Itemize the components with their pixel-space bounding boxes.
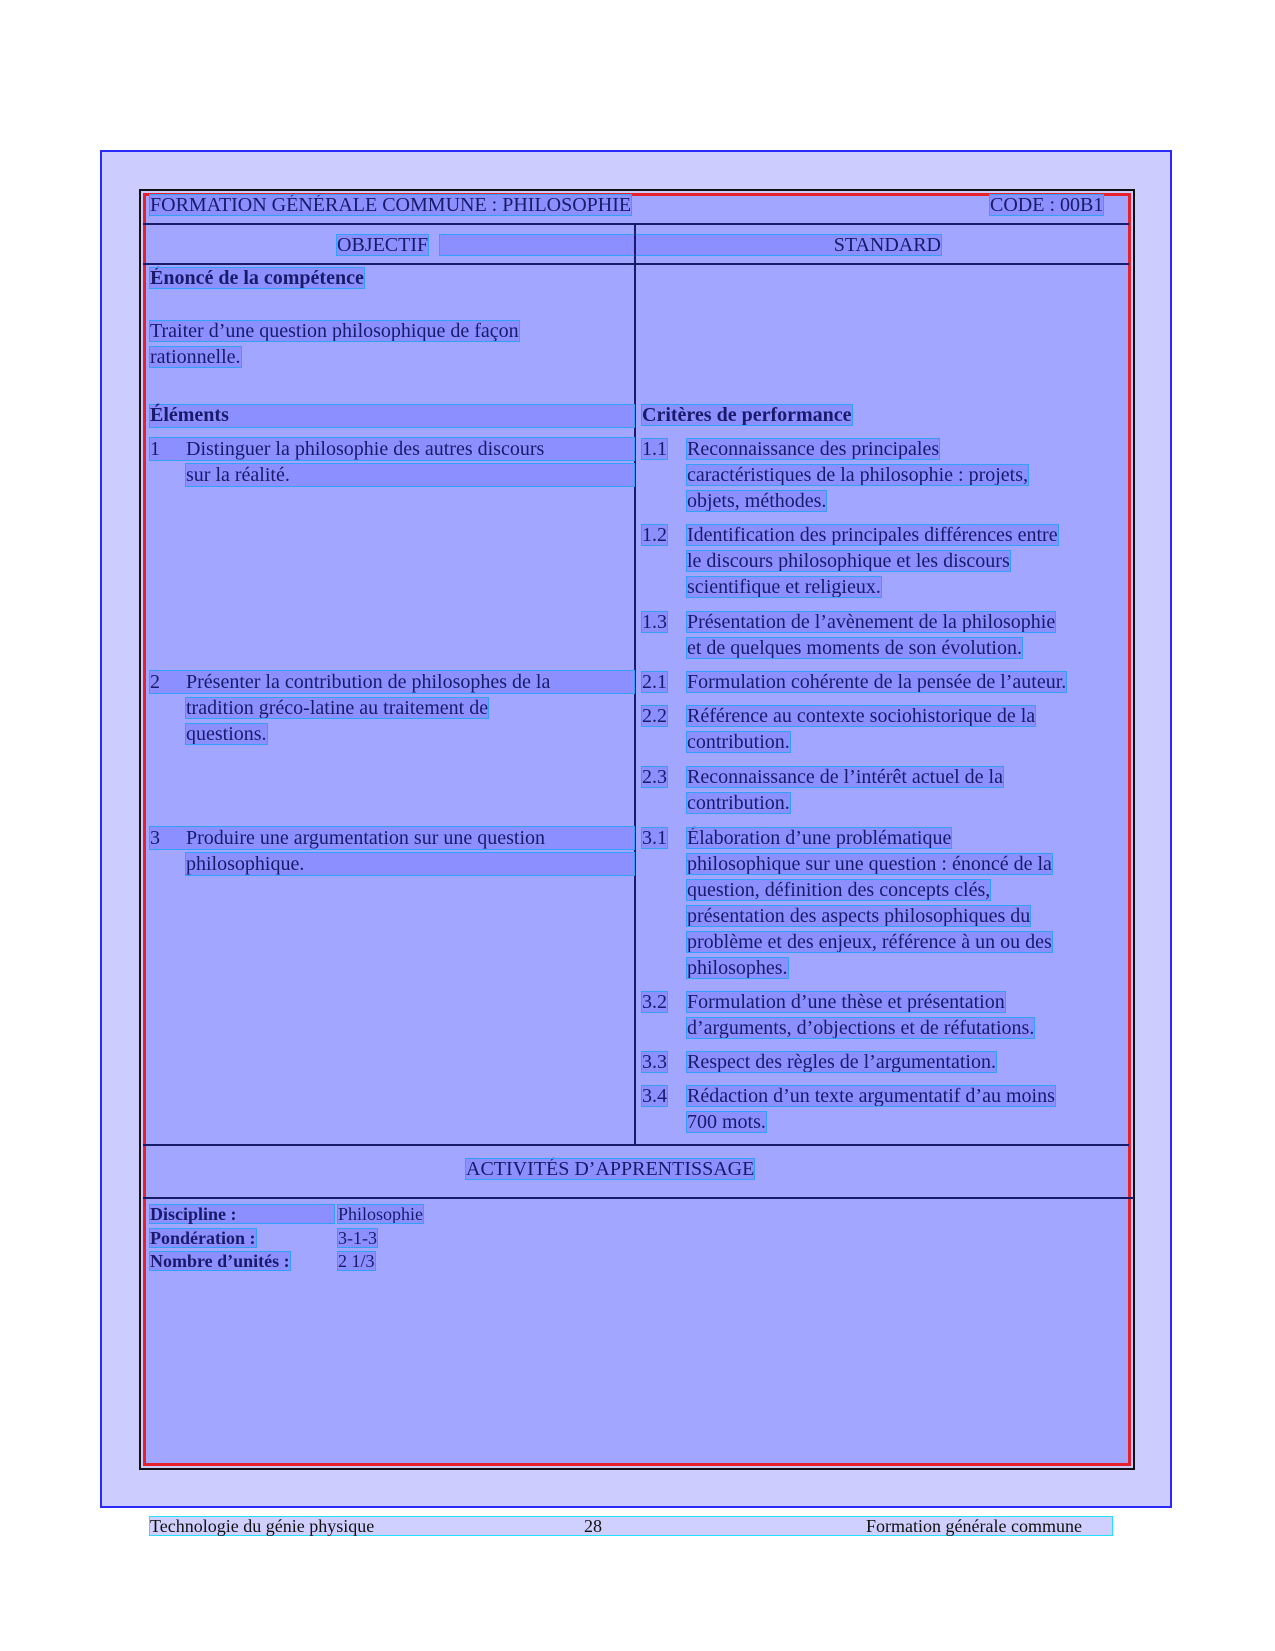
criterion-2-2-number: 2.2	[642, 705, 667, 727]
form-code: CODE : 00B1	[990, 194, 1104, 216]
form-title: FORMATION GÉNÉRALE COMMUNE : PHILOSOPHIE	[150, 194, 632, 216]
footer-left: Technologie du génie physique	[150, 1516, 375, 1536]
criterion-1-2-line-3: scientifique et religieux.	[687, 576, 881, 598]
criterion-2-2-line-2: contribution.	[687, 731, 790, 753]
activities-top-divider	[143, 1144, 1129, 1146]
heading-connector	[440, 235, 635, 255]
criterion-3-4-line-2: 700 mots.	[687, 1111, 766, 1133]
criterion-1-1-line-1: Reconnaissance des principales	[687, 438, 940, 460]
criterion-2-3-line-2: contribution.	[687, 792, 790, 814]
criterion-3-1-line-6: philosophes.	[687, 957, 788, 979]
ponderation-value: 3-1-3	[338, 1228, 377, 1248]
criterion-1-1-line-2: caractéristiques de la philosophie : projets,	[687, 464, 1029, 486]
element-2-number: 2	[150, 671, 160, 693]
element-2-line-3: questions.	[186, 723, 267, 745]
unites-value: 2 1/3	[338, 1251, 375, 1271]
competence-line-2: rationnelle.	[150, 346, 241, 368]
criterion-2-3-number: 2.3	[642, 766, 667, 788]
element-1-line-2: sur la réalité.	[186, 464, 290, 486]
criterion-3-1-line-3: question, définition des concepts clés,	[687, 879, 991, 901]
activities-heading: ACTIVITÉS D’APPRENTISSAGE	[466, 1158, 755, 1180]
unites-label: Nombre d’unités :	[150, 1251, 290, 1271]
criterion-1-1-line-3: objets, méthodes.	[687, 490, 827, 512]
elements-heading: Éléments	[150, 404, 229, 426]
element-3-line-1: Produire une argumentation sur une question	[186, 827, 546, 849]
criterion-3-4-line-1: Rédaction d’un texte argumentatif d’au moins	[687, 1085, 1055, 1107]
criterion-3-2-line-2: d’arguments, d’objections et de réfutations.	[687, 1017, 1035, 1039]
element-3-line-2: philosophique.	[186, 853, 305, 875]
column-divider	[634, 223, 636, 1145]
criterion-2-2-line-1: Référence au contexte sociohistorique de la	[687, 705, 1036, 727]
criterion-1-1-number: 1.1	[642, 438, 667, 460]
criterion-3-1-number: 3.1	[642, 827, 667, 849]
element-2-line-2: tradition gréco-latine au traitement de	[186, 697, 489, 719]
discipline-value: Philosophie	[338, 1204, 424, 1224]
element-2-line-1: Présenter la contribution de philosophes de la	[186, 671, 551, 693]
criteria-heading: Critères de performance	[642, 404, 852, 426]
standard-heading: STANDARD	[635, 235, 941, 255]
criterion-1-2-line-1: Identification des principales différences entre	[687, 524, 1058, 546]
criterion-1-3-line-2: et de quelques moments de son évolution.	[687, 637, 1022, 659]
activities-heading-divider	[143, 1197, 1134, 1199]
criterion-3-4-number: 3.4	[642, 1085, 667, 1107]
criterion-3-1-line-5: problème et des enjeux, référence à un ou des	[687, 931, 1052, 953]
objectif-heading: OBJECTIF	[337, 234, 429, 256]
criterion-1-3-number: 1.3	[642, 611, 667, 633]
criterion-3-3-number: 3.3	[642, 1051, 667, 1073]
competence-heading: Énoncé de la compétence	[150, 267, 364, 289]
footer-right: Formation générale commune	[866, 1516, 1082, 1536]
competence-line-1: Traiter d’une question philosophique de façon	[150, 320, 519, 342]
criterion-2-1-line-1: Formulation cohérente de la pensée de l’auteur.	[687, 671, 1067, 693]
criterion-3-3-line-1: Respect des règles de l’argumentation.	[687, 1051, 996, 1073]
element-3-number: 3	[150, 827, 160, 849]
criterion-1-3-line-1: Présentation de l’avènement de la philosophie	[687, 611, 1056, 633]
ponderation-label: Pondération :	[150, 1228, 256, 1248]
column-heading-divider	[143, 263, 1129, 265]
criterion-3-1-line-4: présentation des aspects philosophiques du	[687, 905, 1031, 927]
element-1-line-1: Distinguer la philosophie des autres discours	[186, 438, 545, 460]
criterion-1-2-number: 1.2	[642, 524, 667, 546]
header-divider	[143, 223, 1129, 225]
criterion-2-3-line-1: Reconnaissance de l’intérêt actuel de la	[687, 766, 1003, 788]
criterion-2-1-number: 2.1	[642, 671, 667, 693]
criterion-3-1-line-1: Élaboration d’une problématique	[687, 827, 952, 849]
criterion-3-2-line-1: Formulation d’une thèse et présentation	[687, 991, 1005, 1013]
criterion-3-1-line-2: philosophique sur une question : énoncé de la	[687, 853, 1052, 875]
page-number: 28	[584, 1516, 602, 1536]
element-1-number: 1	[150, 438, 160, 460]
discipline-label: Discipline :	[150, 1204, 237, 1224]
criterion-3-2-number: 3.2	[642, 991, 667, 1013]
criterion-1-2-line-2: le discours philosophique et les discours	[687, 550, 1010, 572]
